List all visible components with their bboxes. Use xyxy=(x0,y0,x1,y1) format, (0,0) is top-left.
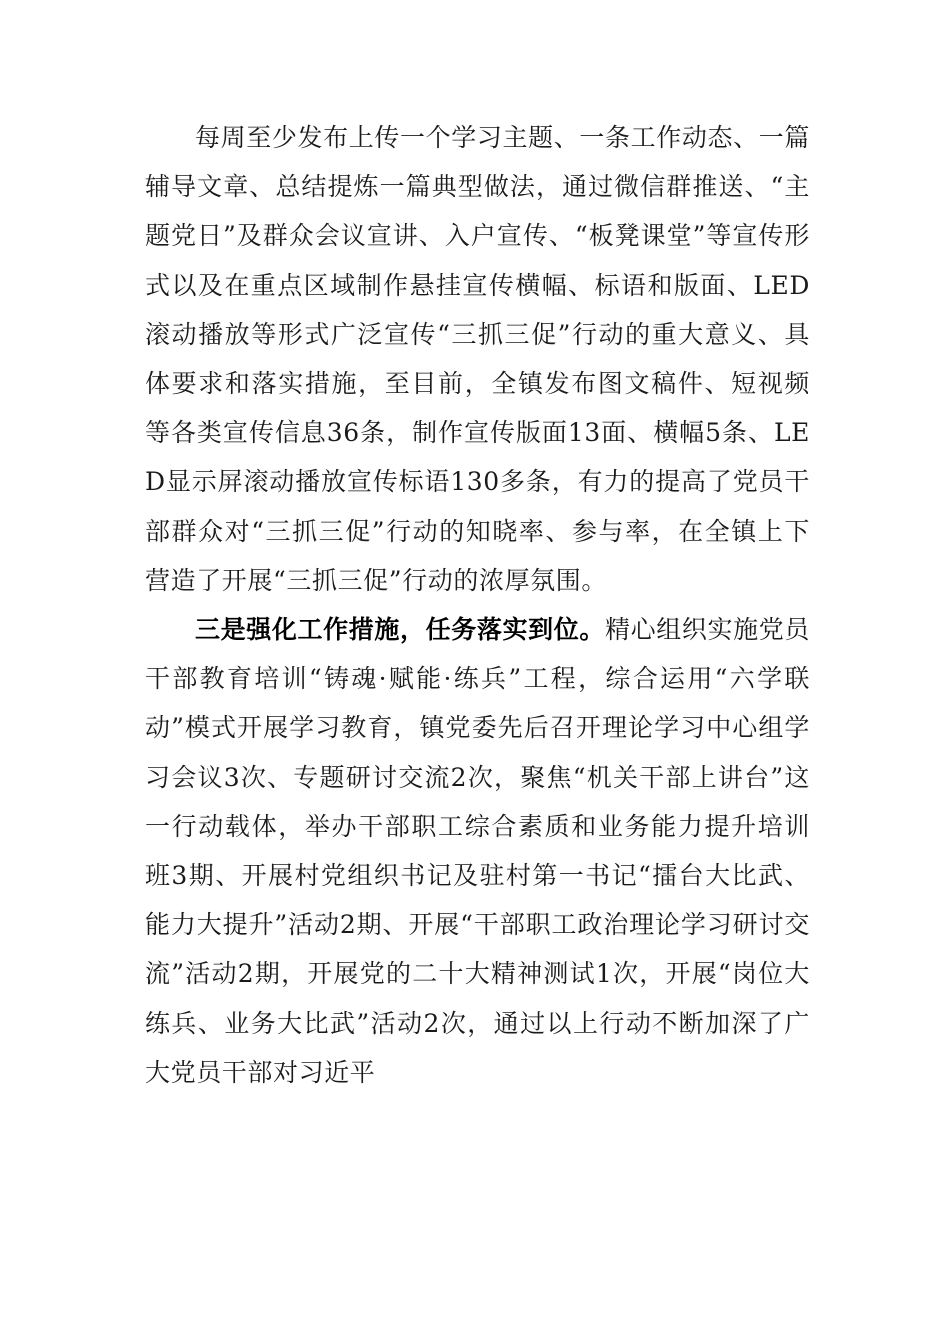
paragraph-text: 精心组织实施党员干部教育培训“铸魂·赋能·练兵”工程，综合运用“六学联动”模式开展学习教育，镇党委先后召开理论学习中心组学习会议3次、专题研讨交流2次，聚焦“机关干部上讲台”这一行动载体，举办干部职工综合素质和业务能力提升培训班3期、开展村党组织书记及驻村第一书记“擂台大比武、能力大提升”活动2期、开展“干部职工政治理论学习研讨交流”活动2期，开展党的二十大精神测试1次，开展“岗位大练兵、业务大比武”活动2次，通过以上行动不断加深了广大党员干部对习近平 xyxy=(145,615,810,1087)
paragraph-publicity xyxy=(145,113,810,605)
paragraph-lead-heading: 三是强化工作措施，任务落实到位。 xyxy=(195,615,606,645)
paragraph-text: 每周至少发布上传一个学习主题、一条工作动态、一篇辅导文章、总结提炼一篇典型做法，通过微信群推送、“主题党日”及群众会议宣讲、入户宣传、“板凳课堂”等宣传形式以及在重点区域制作悬挂宣传横幅、标语和版面、LED滚动播放等形式广泛宣传“三抓三促”行动的重大意义、具体要求和落实措施，至目前，全镇发布图文稿件、短视频等各类宣传信息36条，制作宣传版面13面、横幅5条、LED显示屏滚动播放宣传标语130多条，有力的提高了党员干部群众对“三抓三促”行动的知晓率、参与率，在全镇上下营造了开展“三抓三促”行动的浓厚氛围。 xyxy=(145,123,810,595)
document-body xyxy=(145,113,810,1097)
paragraph-measures xyxy=(145,605,810,1097)
